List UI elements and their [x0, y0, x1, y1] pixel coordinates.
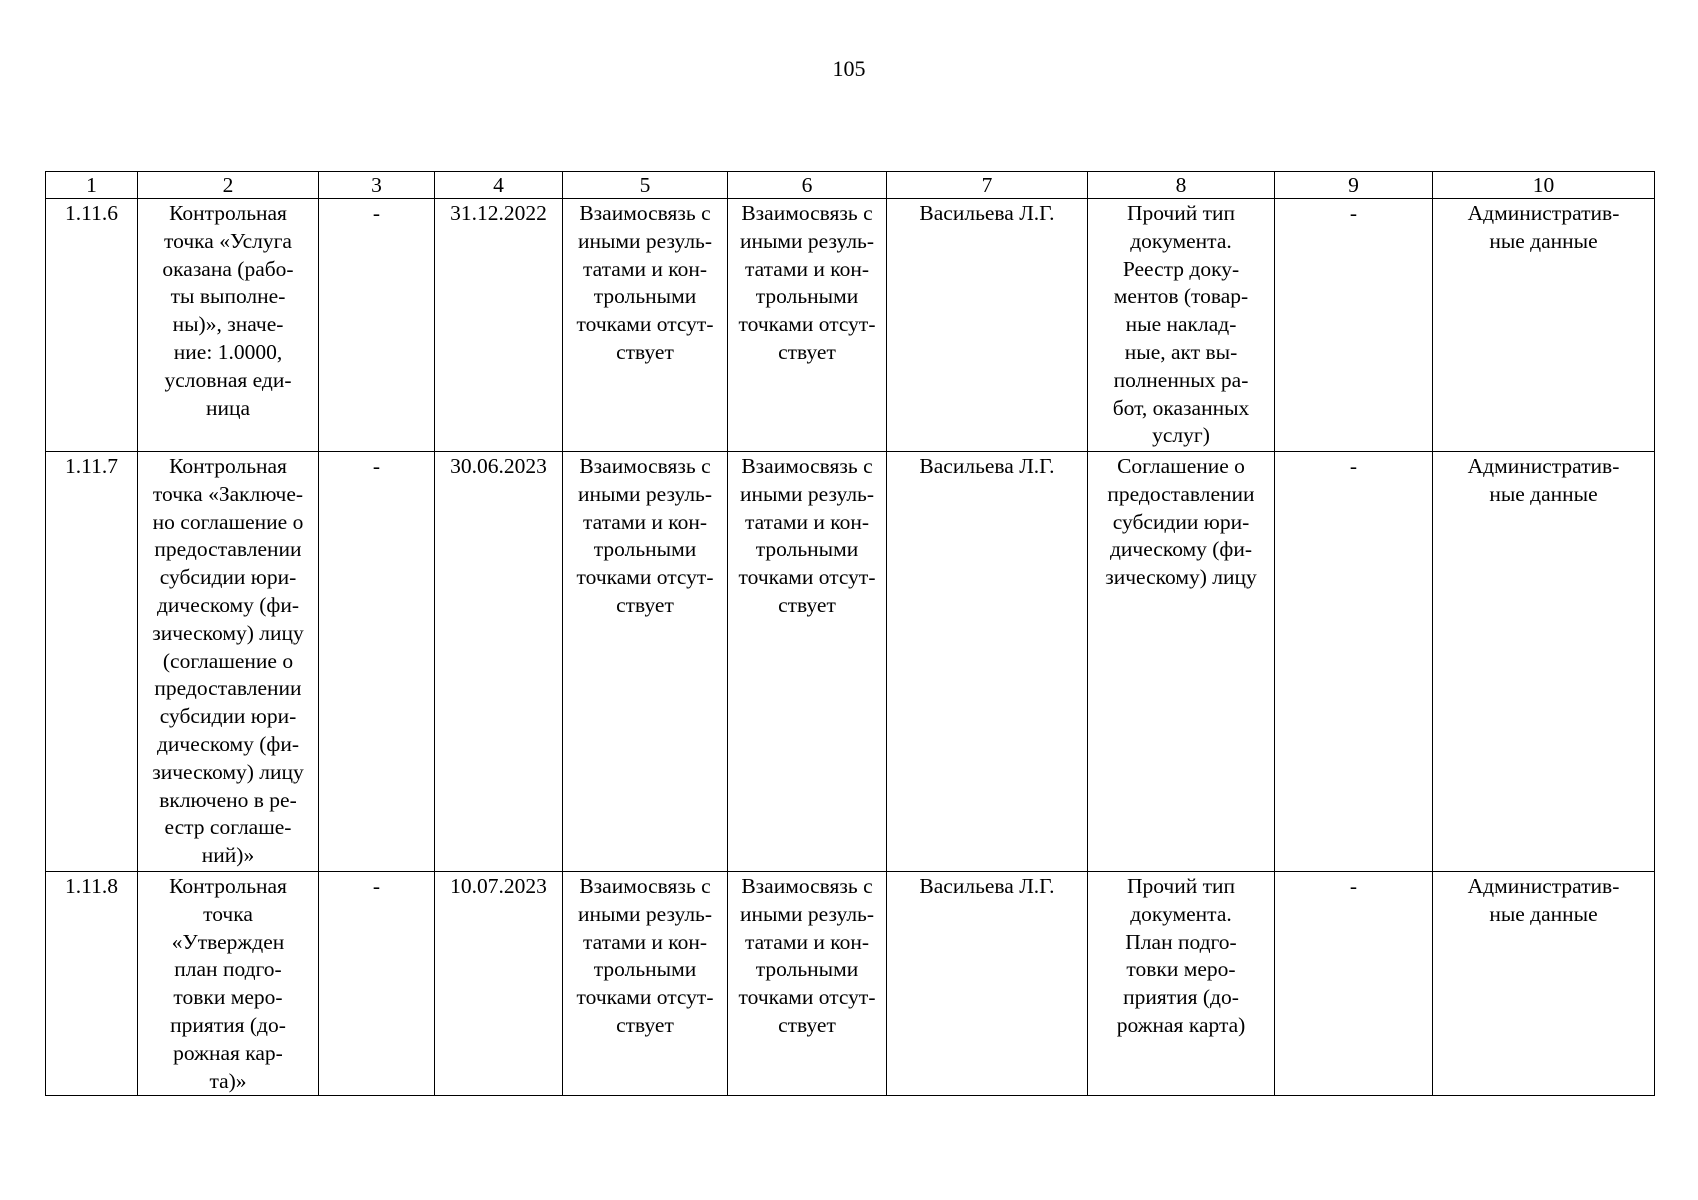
column-header: 3: [319, 172, 435, 199]
row-number-cell: 1.11.6: [46, 199, 138, 452]
data-source-cell: Административ- ные данные: [1433, 872, 1655, 1096]
column-header: 5: [563, 172, 728, 199]
table-row: [46, 199, 1655, 452]
control-point-name-cell: Контрольная точка «Заключе- но соглашение о предоставлении субсидии юри- дическому (фи- зическому) лицу (соглашение о предоставлении субсидии юри- дическому (фи- зическому) лицу включено в ре- естр соглаше- ний)»: [138, 452, 319, 872]
row-number-cell: 1.11.8: [46, 872, 138, 1096]
table-header: [46, 172, 1655, 199]
responsible-cell: Васильева Л.Г.: [887, 452, 1088, 872]
document-type-cell: Соглашение о предоставлении субсидии юри- дическому (фи- зическому) лицу: [1088, 452, 1275, 872]
document-type-cell: Прочий тип документа. Реестр доку- ментов (товар- ные наклад- ные, акт вы- полненных ра- бот, оказанных услуг): [1088, 199, 1275, 452]
page-number: 105: [832, 56, 866, 81]
row-number-cell: 1.11.7: [46, 452, 138, 872]
document-type-cell: Прочий тип документа. План подго- товки меро- приятия (до- рожная карта): [1088, 872, 1275, 1096]
relation-cell: Взаимосвязь с иными резуль- татами и кон- трольными точками отсут- ствует: [563, 872, 728, 1096]
responsible-cell: Васильева Л.Г.: [887, 199, 1088, 452]
column-header: 8: [1088, 172, 1275, 199]
table-row: [46, 872, 1655, 1096]
relation-cell: Взаимосвязь с иными резуль- татами и кон- трольными точками отсут- ствует: [563, 452, 728, 872]
control-point-name-cell: Контрольная точка «Утвержден план подго- товки меро- приятия (до- рожная кар- та)»: [138, 872, 319, 1096]
column-header: 6: [728, 172, 887, 199]
data-source-cell: Административ- ные данные: [1433, 199, 1655, 452]
column-9-cell: -: [1275, 199, 1433, 452]
relation-cell: Взаимосвязь с иными резуль- татами и кон- трольными точками отсут- ствует: [563, 199, 728, 452]
data-source-cell: Административ- ные данные: [1433, 452, 1655, 872]
control-point-name-cell: Контрольная точка «Услуга оказана (рабо- ты выполне- ны)», значе- ние: 1.0000, условная еди- ница: [138, 199, 319, 452]
column-header: 10: [1433, 172, 1655, 199]
column-3-cell: -: [319, 199, 435, 452]
column-header: 2: [138, 172, 319, 199]
control-points-table: [45, 171, 1655, 1096]
date-cell: 10.07.2023: [435, 872, 563, 1096]
column-3-cell: -: [319, 452, 435, 872]
table-body: [46, 199, 1655, 1096]
column-9-cell: -: [1275, 452, 1433, 872]
responsible-cell: Васильева Л.Г.: [887, 872, 1088, 1096]
header-row: [46, 172, 1655, 199]
table-row: [46, 452, 1655, 872]
column-3-cell: -: [319, 872, 435, 1096]
column-header: 1: [46, 172, 138, 199]
relation-cell: Взаимосвязь с иными резуль- татами и кон- трольными точками отсут- ствует: [728, 452, 887, 872]
column-9-cell: -: [1275, 872, 1433, 1096]
date-cell: 31.12.2022: [435, 199, 563, 452]
relation-cell: Взаимосвязь с иными резуль- татами и кон- трольными точками отсут- ствует: [728, 872, 887, 1096]
date-cell: 30.06.2023: [435, 452, 563, 872]
relation-cell: Взаимосвязь с иными резуль- татами и кон- трольными точками отсут- ствует: [728, 199, 887, 452]
column-header: 7: [887, 172, 1088, 199]
column-header: 9: [1275, 172, 1433, 199]
column-header: 4: [435, 172, 563, 199]
